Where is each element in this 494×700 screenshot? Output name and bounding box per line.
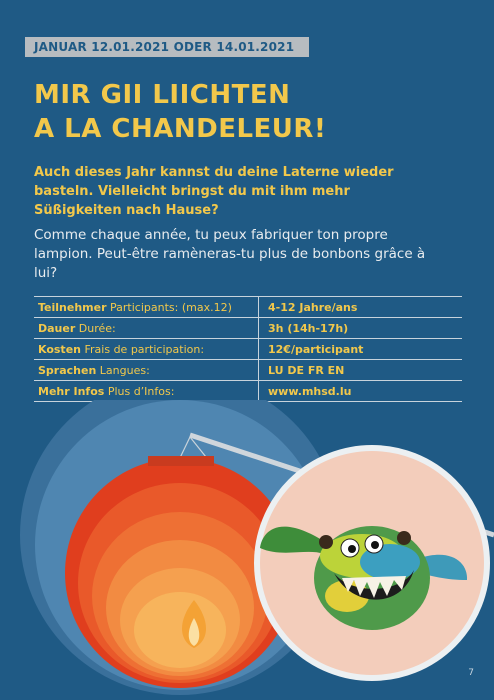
page-title: [34, 78, 326, 146]
key-de: Sprachen: [38, 363, 97, 377]
key-fr: Durée:: [78, 321, 116, 335]
table-row: [34, 318, 462, 339]
table-row: [34, 339, 462, 360]
key-fr: Participants: (max.12): [110, 300, 232, 314]
date-bar: JANUAR 12.01.2021 ODER 14.01.2021: [25, 37, 309, 57]
row-value: 3h (14h-17h): [259, 318, 463, 339]
table-row: [34, 360, 462, 381]
page-number: 7: [468, 668, 474, 678]
intro-german: Auch dieses Jahr kannst du deine Laterne wieder basteln. Vielleicht bringst du mit ihm mehr Süßigkeiten nach Hause?: [34, 165, 394, 218]
table-row: [34, 381, 462, 402]
row-key: [34, 360, 259, 381]
row-key: [34, 381, 259, 402]
key-de: Kosten: [38, 342, 81, 356]
row-value: 4-12 Jahre/ans: [259, 297, 463, 318]
key-fr: Langues:: [99, 363, 150, 377]
title-line-2: A LA CHANDELEUR!: [34, 114, 327, 144]
lantern-illustration: [0, 400, 494, 700]
row-key: [34, 297, 259, 318]
row-key: [34, 318, 259, 339]
intro-french: Comme chaque année, tu peux fabriquer ton propre lampion. Peut-être ramèneras-tu plus de bonbons grâce à lui?: [34, 227, 426, 281]
key-de: Teilnehmer: [38, 300, 107, 314]
key-de: Dauer: [38, 321, 76, 335]
key-de: Mehr Infos: [38, 384, 105, 398]
row-value: 12€/participant: [259, 339, 463, 360]
table-row: [34, 297, 462, 318]
row-value: LU DE FR EN: [259, 360, 463, 381]
key-fr: Plus d’Infos:: [107, 384, 175, 398]
info-table: [34, 296, 462, 402]
row-key: [34, 339, 259, 360]
title-line-1: MIR GII LIICHTEN: [34, 80, 291, 110]
row-value: www.mhsd.lu: [259, 381, 463, 402]
key-fr: Frais de participation:: [84, 342, 205, 356]
